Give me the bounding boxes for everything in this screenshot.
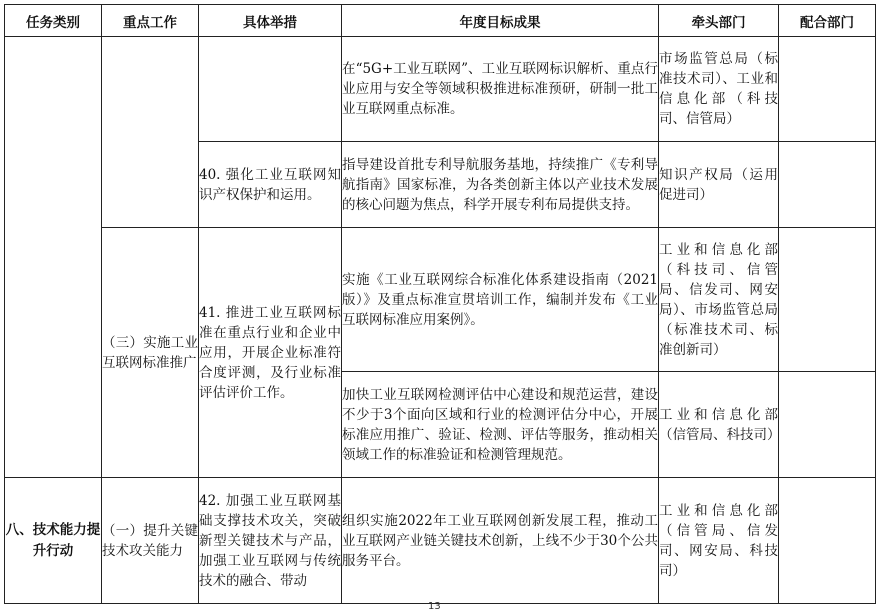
lead-cell [659,478,779,604]
table-row [5,37,876,142]
goal-text: 加快工业互联网检测评估中心建设和规范运营，建设不少于3个面向区域和行业的检测评估分中心，开展标准应用推广、验证、检测、评估等服务，推动相关领域工作的标准验证和检测管理规范。 [342,386,658,463]
category-cell-continued [5,37,102,478]
goal-text: 组织实施2022年工业互联网创新发展工程，推动工业互联网产业链关键技术创新，上线不少于30个公共服务平台。 [342,512,658,569]
header-measures: 具体举措 [199,5,342,37]
goal-text: 在“5G+工业互联网”、工业互联网标识解析、重点行业应用与安全等领域积极推进标准预研，研制一批工业互联网重点标准。 [342,61,658,117]
key-work-cell-continued [102,37,199,228]
header-row [5,5,876,37]
partner-cell [779,37,876,142]
measure-text: 40. 强化工业互联网知识产权保护和运用。 [199,166,341,203]
goal-cell [342,37,659,142]
category-cell [5,478,102,604]
header-key-work: 重点工作 [102,5,199,37]
goal-text: 指导建设首批专利导航服务基地，持续推广《专利导航指南》国家标准，为各类创新主体以产业技术发展的核心问题为焦点，科学开展专利布局提供支持。 [342,156,658,213]
measure-cell [199,142,342,228]
table-row [5,228,876,372]
table-row [5,478,876,604]
lead-cell [659,228,779,372]
partner-cell [779,142,876,228]
goal-text: 实施《工业互联网综合标准化体系建设指南（2021版）》及重点标准宣贯培训工作，编制并发布《工业互联网标准应用案例》。 [342,271,658,328]
key-work-cell [102,478,199,604]
lead-text: 知识产权局（运用促进司） [659,166,778,203]
header-partner-department: 配合部门 [779,5,876,37]
page-number: 13 [428,601,441,612]
lead-cell [659,37,779,142]
header-lead-department: 牵头部门 [659,5,779,37]
partner-cell [779,478,876,604]
lead-text: 市场监管总局（标准技术司）、工业和信息化部（科技司、信管局） [659,51,778,127]
measure-text: 41. 推进工业互联网标准在重点行业和企业中应用，开展企业标准符合度评测，及行业标准评估评价工作。 [199,304,341,401]
header-annual-goals: 年度目标成果 [342,5,659,37]
header-task-category: 任务类别 [5,5,102,37]
lead-text: 工业和信息化部（信管局、科技司） [659,406,781,443]
goal-cell [342,228,659,372]
goal-cell [342,142,659,228]
lead-text: 工业和信息化部（科技司、信管局、信发司、网安局）、市场监管总局（标准技术司、标准创新司） [659,241,778,358]
measure-cell-continued [199,37,342,142]
goal-cell [342,372,659,478]
key-work-cell [102,228,199,478]
partner-cell [779,372,876,478]
measure-text: 42. 加强工业互联网基础支撑技术攻关，突破新型关键技术与产品，加强工业互联网与传统技术的融合、带动 [199,492,341,589]
goal-cell [342,478,659,604]
measure-cell [199,478,342,604]
measure-cell [199,228,342,478]
lead-cell [659,372,779,478]
key-work-text: （一）提升关键技术攻关能力 [102,522,198,559]
key-work-text: （三）实施工业互联网标准推广 [102,334,198,371]
partner-cell [779,228,876,372]
task-table [4,4,876,604]
lead-cell [659,142,779,228]
lead-text: 工业和信息化部（信管局、信发司、网安局、科技司） [659,502,778,579]
category-text: 八、技术能力提升行动 [5,521,101,559]
